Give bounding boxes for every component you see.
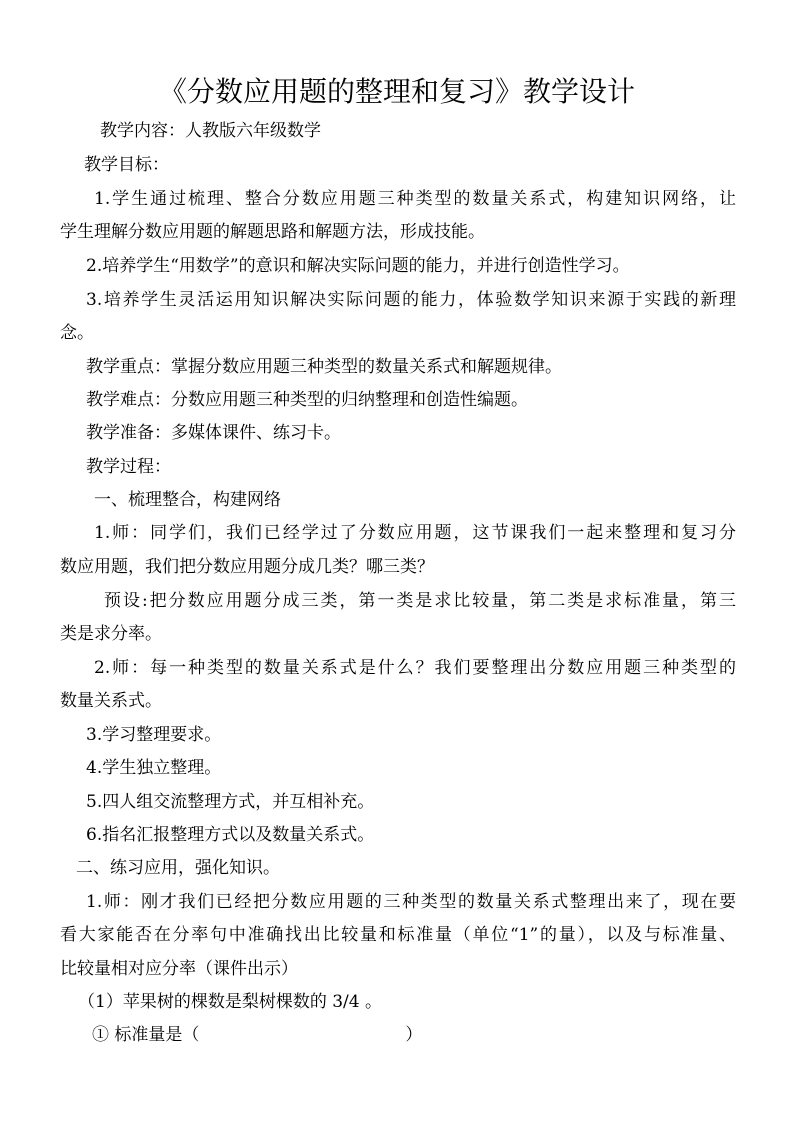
section-1-item-2-line-2: 数量关系式。 bbox=[60, 691, 162, 711]
question-suffix: ） bbox=[405, 1025, 423, 1045]
difficulty: 教学难点：分数应用题三种类型的归纳整理和创造性编题。 bbox=[86, 390, 528, 410]
document-title: 《分数应用题的整理和复习》教学设计 bbox=[158, 75, 635, 108]
key-point: 教学重点：掌握分数应用题三种类型的数量关系式和解题规律。 bbox=[86, 357, 562, 377]
section-2-item-1-line-2: 看大家能否在分率句中准确找出比较量和标准量（单位“1”的量），以及与标准量、 bbox=[60, 925, 736, 945]
goal-3-line-1: 3.培养学生灵活运用知识解决实际问题的能力，体验数学知识来源于实践的新理 bbox=[86, 290, 736, 310]
goal-1-line-2: 学生理解分数应用题的解题思路和解题方法，形成技能。 bbox=[60, 222, 485, 242]
goal-3-line-2: 念。 bbox=[60, 323, 94, 343]
section-1-item-6: 6.指名汇报整理方式以及数量关系式。 bbox=[86, 825, 375, 845]
teaching-content: 教学内容：人教版六年级数学 bbox=[100, 121, 321, 141]
preset-line-2: 类是求分率。 bbox=[60, 624, 162, 644]
section-1-item-3: 3.学习整理要求。 bbox=[86, 725, 222, 745]
preparation: 教学准备：多媒体课件、练习卡。 bbox=[86, 423, 341, 443]
section-2-heading: 二、练习应用，强化知识。 bbox=[76, 858, 280, 878]
section-1-item-1-line-1: 1.师：同学们，我们已经学过了分数应用题，这节课我们一起来整理和复习分 bbox=[94, 523, 736, 543]
goal-2: 2.培养学生“用数学”的意识和解决实际问题的能力，并进行创造性学习。 bbox=[86, 256, 630, 276]
section-1-heading: 一、梳理整合，构建网络 bbox=[94, 490, 281, 510]
process-heading: 教学过程： bbox=[86, 457, 171, 477]
exercise-1-question-1 bbox=[92, 1023, 422, 1047]
exercise-1: （1）苹果树的棵数是梨树棵数的 3/4 。 bbox=[78, 992, 382, 1012]
section-1-item-4: 4.学生独立整理。 bbox=[86, 758, 222, 778]
section-2-item-1-line-1: 1.师：刚才我们已经把分数应用题的三种类型的数量关系式整理出来了，现在要 bbox=[86, 892, 736, 912]
goal-1-line-1: 1.学生通过梳理、整合分数应用题三种类型的数量关系式，构建知识网络，让 bbox=[94, 189, 736, 209]
section-2-item-1-line-3: 比较量相对应分率（课件出示） bbox=[60, 959, 298, 979]
goals-heading: 教学目标： bbox=[84, 155, 169, 175]
question-prefix: ① 标准量是（ bbox=[92, 1025, 200, 1045]
section-1-item-5: 5.四人组交流整理方式，并互相补充。 bbox=[86, 792, 375, 812]
section-1-item-2-line-1: 2.师：每一种类型的数量关系式是什么？我们要整理出分数应用题三种类型的 bbox=[94, 658, 736, 678]
section-1-item-1-line-2: 数应用题，我们把分数应用题分成几类？哪三类？ bbox=[60, 557, 434, 577]
preset-line-1: 预设:把分数应用题分成三类，第一类是求比较量，第二类是求标准量，第三 bbox=[104, 591, 736, 611]
